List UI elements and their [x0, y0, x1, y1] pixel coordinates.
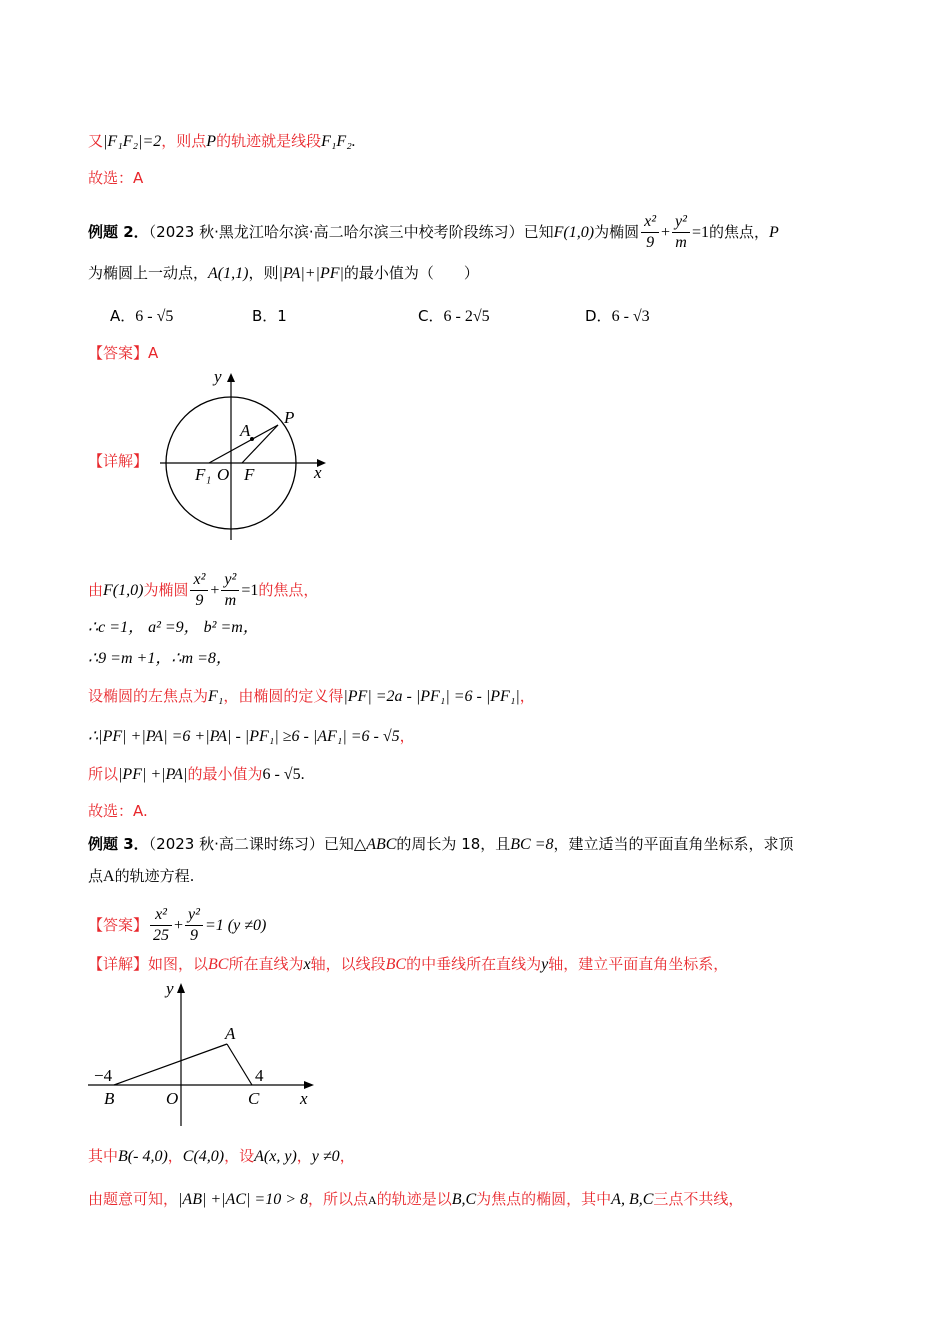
frac-den: 9	[190, 927, 198, 944]
choice-line-ex2: 故选：A.	[88, 802, 148, 820]
text: 为椭圆	[594, 223, 640, 241]
text: 的最小值为（ ）	[343, 264, 479, 282]
text: 如图，以	[148, 955, 209, 973]
example3-detail	[88, 953, 728, 976]
triangle-diagram	[88, 978, 328, 1126]
math-a: A	[368, 1193, 377, 1207]
label-x: x	[314, 463, 322, 482]
math-bc: BC	[385, 956, 407, 973]
math-bc: BC =8	[510, 836, 554, 853]
option-a	[110, 305, 173, 328]
example2-question-line1: 例题 2．（2023 秋·黑龙江哈尔滨·高二哈尔滨三中校考阶段练习）已知F(1,0)为椭圆 $\frac{\text{x²}}{9}$ + $\frac{\text{y²}}{m}$ =1的焦点，P	[88, 213, 779, 251]
frac-den: m	[675, 234, 687, 251]
math-a: A(x, y)	[254, 1148, 297, 1165]
point-a-dot	[250, 437, 254, 441]
answer-eq: =1 (y ≠0)	[204, 917, 267, 934]
choice-line-top: 故选：A	[88, 169, 144, 187]
fraction-x	[641, 212, 659, 253]
label-a: A	[240, 421, 251, 440]
text: 的最小值为	[187, 765, 263, 783]
continuation-line	[88, 130, 356, 153]
option-value: 6 - √5	[135, 308, 174, 325]
option-label: D．	[585, 307, 612, 325]
label-p: P	[284, 408, 295, 427]
detail-label: 【详解】	[88, 955, 149, 973]
option-label: B．	[252, 307, 278, 325]
text-prefix: 又	[88, 132, 104, 150]
option-value: 1	[277, 307, 287, 325]
frac-num: x²	[641, 212, 659, 233]
math-y: y	[541, 956, 549, 973]
text: ，	[519, 687, 535, 705]
text: 轴，以线段	[310, 955, 386, 973]
option-c	[418, 305, 490, 328]
example2-answer: 【答案】A	[88, 344, 159, 362]
math-bc: B,C	[451, 1191, 477, 1208]
text: ，	[399, 727, 415, 745]
frac-num: x²	[190, 570, 208, 591]
label-x: x	[300, 1089, 308, 1108]
example2-label: 例题 2．	[88, 223, 149, 241]
sol2-line1: 由F(1,0)为椭圆 $\frac{\text{x²}}{9}$ + $\frac{\text{y²}}{m}$ =1的焦点，	[88, 571, 319, 609]
label-y: y	[214, 368, 222, 386]
label-b: B	[104, 1089, 115, 1108]
text: 为椭圆上一动点，	[88, 264, 209, 282]
math-eq: =1	[241, 582, 259, 599]
text: 所以	[88, 765, 119, 783]
text: ，	[167, 1147, 183, 1165]
math-b: B(- 4,0)	[118, 1148, 168, 1165]
label-f1: F₁	[195, 465, 212, 484]
math-y: y ≠0	[311, 1148, 340, 1165]
x-arrow	[304, 1081, 314, 1089]
text: 的轨迹是以	[376, 1190, 452, 1208]
text: 由	[88, 581, 104, 599]
label-y: y	[166, 979, 174, 998]
sol3-line2	[88, 1188, 743, 1211]
frac-den: m	[224, 592, 237, 609]
y-arrow	[227, 373, 235, 382]
text: 的中垂线所在直线为	[406, 955, 542, 973]
answer-fraction-y	[185, 905, 203, 946]
option-b	[252, 305, 287, 327]
text: ，所以点	[308, 1190, 369, 1208]
label-a: A	[225, 1024, 236, 1043]
option-d	[585, 305, 650, 328]
text: 设椭圆的左焦点为	[88, 687, 209, 705]
option-label: C．	[418, 307, 444, 325]
text: ，	[296, 1147, 312, 1165]
math-focus: F(1,0)	[103, 582, 144, 599]
frac-num: y²	[221, 570, 239, 591]
example2-source: （2023 秋·黑龙江哈尔滨·高二哈尔滨三中校考阶段练习）已知	[148, 223, 554, 241]
math-point-a: A(1,1)	[208, 265, 249, 282]
sol2-line5	[88, 725, 415, 748]
math-eq: =1	[691, 224, 709, 241]
math-f1: F₁	[208, 688, 224, 705]
label-f: F	[244, 465, 255, 484]
text-suffix: 的轨迹就是线段	[216, 132, 322, 150]
text: ，	[339, 1147, 355, 1165]
math-focus: F(1,0)	[553, 224, 595, 241]
math-p: P	[769, 224, 779, 241]
y-arrow	[177, 983, 185, 993]
text: 的焦点，	[258, 581, 319, 599]
answer-label: 【答案】	[88, 916, 149, 934]
math-segment: F₁F₂.	[321, 133, 356, 150]
label-neg4: −4	[94, 1066, 113, 1085]
text: 的周长为 18，且	[396, 835, 511, 853]
fraction-y	[221, 570, 239, 611]
math-abc: A, B,C	[611, 1191, 654, 1208]
example3-answer: 【答案】 $\frac{\text{x²}}{25}$ + $\frac{\text{y²}}{9}$ =1 (y ≠0)	[88, 906, 267, 944]
example3-label: 例题 3．	[88, 835, 149, 853]
example3-question-line2	[88, 865, 194, 888]
sol2-line3: ∴9 =m +1，∴m =8，	[88, 650, 232, 667]
math-bc: BC	[208, 956, 229, 973]
frac-den: 9	[646, 234, 655, 251]
text: 轴，建立平面直角坐标系，	[548, 955, 729, 973]
segment-ba	[114, 1044, 227, 1085]
math-c: C(4,0)	[182, 1148, 225, 1165]
frac-den: 25	[153, 927, 170, 944]
frac-num: x²	[150, 905, 172, 926]
math-p: P	[206, 133, 217, 150]
math-expr: ∴|PF| +|PA| =6 +|PA| - |PF₁| ≥6 - |AF₁| =6 - √5	[88, 728, 400, 745]
example2-detail-label: 【详解】	[88, 452, 149, 470]
example2-question-line2	[88, 262, 479, 285]
option-value: 6 - √3	[611, 308, 650, 325]
example3-source: （2023 秋·高二课时练习）已知	[148, 835, 354, 853]
label-o: O	[217, 465, 230, 484]
fraction-y	[672, 212, 690, 253]
text: ，则	[248, 264, 279, 282]
math-expr: |PF| +|PA|	[118, 766, 188, 783]
math-f1f2: |F₁F₂|=2	[103, 133, 162, 150]
text: ，设	[224, 1147, 255, 1165]
sol2-line6	[88, 763, 305, 786]
text: 由题意可知，	[88, 1190, 179, 1208]
frac-num: y²	[672, 212, 690, 233]
label-o: O	[166, 1089, 179, 1108]
math-value: 6 - √5.	[262, 766, 305, 783]
text: 点	[88, 867, 104, 885]
math-expr: |PA|+|PF|	[278, 265, 344, 282]
sol2-line2: ∴c =1， a² =9， b² =m，	[88, 619, 259, 636]
text: 为焦点的椭圆，其中	[476, 1190, 612, 1208]
ellipse-diagram	[160, 368, 340, 540]
text-mid: ，则点	[161, 132, 207, 150]
option-value: 6 - 2√5	[443, 308, 490, 325]
segment-ac	[227, 1044, 252, 1085]
math-expr: |AB| +|AC| =10 > 8	[178, 1191, 308, 1208]
sol3-line1	[88, 1145, 355, 1168]
text: 三点不共线，	[653, 1190, 744, 1208]
math-triangle: △ABC	[353, 836, 397, 853]
math-x: x	[303, 956, 311, 973]
math-expr: |PF| =2a - |PF₁| =6 - |PF₁|	[343, 688, 520, 705]
answer-fraction-x	[150, 905, 172, 946]
option-label: A．	[110, 307, 136, 325]
text: ，建立适当的平面直角坐标系，求顶	[553, 835, 794, 853]
text: 的轨迹方程.	[114, 867, 195, 885]
frac-num: y²	[185, 905, 203, 926]
fraction-x	[190, 570, 208, 611]
text: 为椭圆	[143, 581, 189, 599]
label-c: C	[248, 1089, 260, 1108]
sol2-line4	[88, 685, 535, 708]
text: ，由椭圆的定义得	[223, 687, 344, 705]
math-a: A	[103, 868, 115, 885]
example3-question-line1	[88, 833, 794, 856]
label-4: 4	[255, 1066, 264, 1085]
text: 其中	[88, 1147, 119, 1165]
text: 的焦点，	[708, 223, 769, 241]
frac-den: 9	[195, 592, 204, 609]
text: 所在直线为	[228, 955, 304, 973]
